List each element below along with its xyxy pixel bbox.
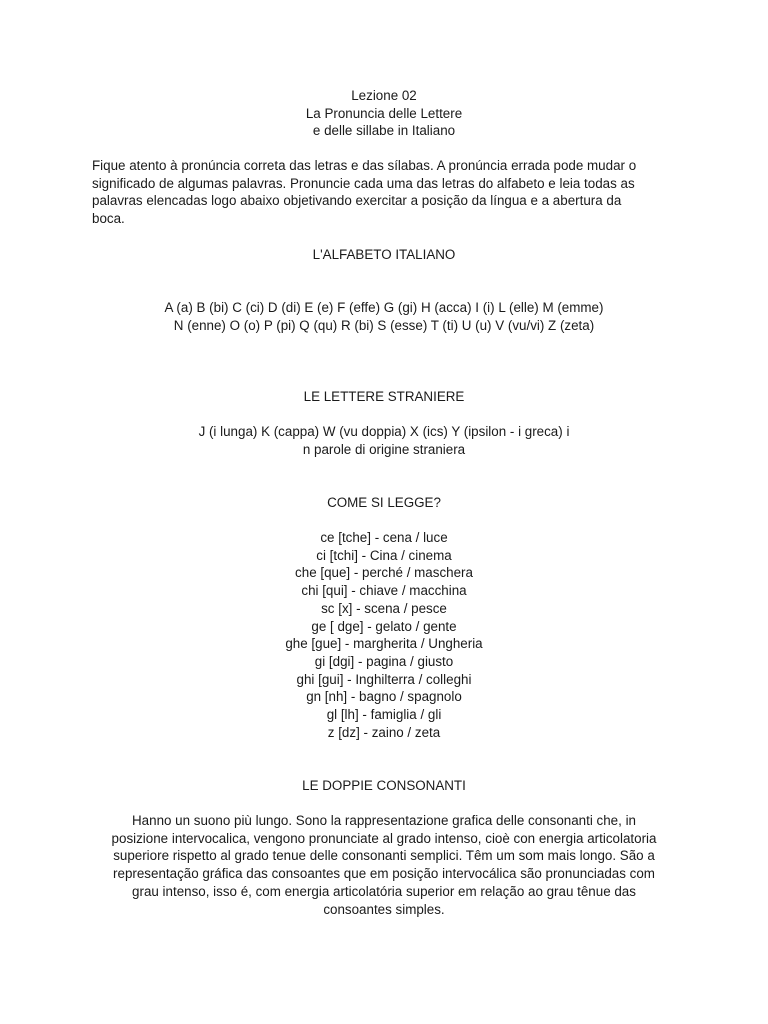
reading-heading: COME SI LEGGE?	[327, 495, 441, 510]
double-consonants-line: consoantes simples.	[323, 901, 445, 917]
list-item: gi [dgi] - pagina / giusto	[314, 653, 454, 669]
double-consonants-line: superiore rispetto al grado tenue delle consonanti semplici. Têm um som mais longo. São a	[113, 848, 655, 864]
double-consonants-paragraph	[0, 812, 768, 918]
intro-line: palavras elencadas logo abaixo objetivando exercitar a posição da língua e a abertura da	[92, 193, 622, 209]
alphabet-heading: L'ALFABETO ITALIANO	[312, 247, 456, 262]
title-line-topic: La Pronuncia delle Lettere	[305, 105, 463, 121]
foreign-letters-list	[0, 423, 768, 458]
alphabet-line: N (enne) O (o) P (pi) Q (qu) R (bi) S (esse) T (ti) U (u) V (vu/vi) Z (zeta)	[173, 317, 595, 333]
list-item: ge [ dge] - gelato / gente	[311, 618, 457, 634]
intro-line: boca.	[92, 211, 125, 227]
foreign-letters-line: J (i lunga) K (cappa) W (vu doppia) X (ics) Y (ipsilon - i greca) i	[198, 424, 570, 439]
list-item: gl [lh] - famiglia / gli	[326, 707, 442, 723]
list-item: sc [x] - scena / pesce	[321, 600, 447, 616]
foreign-letters-line: n parole di origine straniera	[302, 441, 466, 457]
intro-line: significado de algumas palavras. Pronuncie cada uma das letras do alfabeto e leia todas as	[92, 175, 635, 191]
foreign-letters-heading: LE LETTERE STRANIERE	[303, 389, 465, 404]
title-line-lesson-number: Lezione 02	[351, 88, 417, 103]
title-line-subtopic: e delle sillabe in Italiano	[312, 123, 456, 139]
reading-examples-list	[0, 529, 768, 741]
list-item: gn [nh] - bagno / spagnolo	[306, 689, 462, 705]
list-item: ci [tchi] - Cina / cinema	[316, 547, 452, 563]
list-item: chi [qui] - chiave / macchina	[301, 583, 467, 599]
list-item: ce [tche] - cena / luce	[320, 530, 448, 545]
intro-paragraph	[92, 157, 692, 228]
double-consonants-line: grau intenso, isso é, com energia articolatória superior em relação ao grau tênue das	[132, 883, 636, 899]
intro-line: Fique atento à pronúncia correta das letras e das sílabas. A pronúncia errada pode mudar o	[92, 158, 637, 173]
list-item: z [dz] - zaino / zeta	[327, 724, 441, 740]
double-consonants-line: representação gráfica das consoantes que em posição intervocálica são pronunciadas com	[113, 866, 655, 882]
double-consonants-line: posizione intervocalica, vengono pronunciate al grado intenso, cioè con energia articolatoria	[111, 830, 657, 846]
list-item: ghe [gue] - margherita / Ungheria	[285, 636, 483, 652]
alphabet-line: A (a) B (bi) C (ci) D (di) E (e) F (effe) G (gi) H (acca) I (i) L (elle) M (emme)	[164, 300, 604, 315]
double-consonants-heading: LE DOPPIE CONSONANTI	[302, 778, 466, 793]
lesson-title	[0, 87, 768, 140]
alphabet-list	[0, 299, 768, 334]
list-item: ghi [gui] - Inghilterra / colleghi	[296, 671, 472, 687]
list-item: che [que] - perché / maschera	[295, 565, 473, 581]
double-consonants-line: Hanno un suono più lungo. Sono la rappresentazione grafica delle consonanti che, in	[132, 813, 636, 828]
